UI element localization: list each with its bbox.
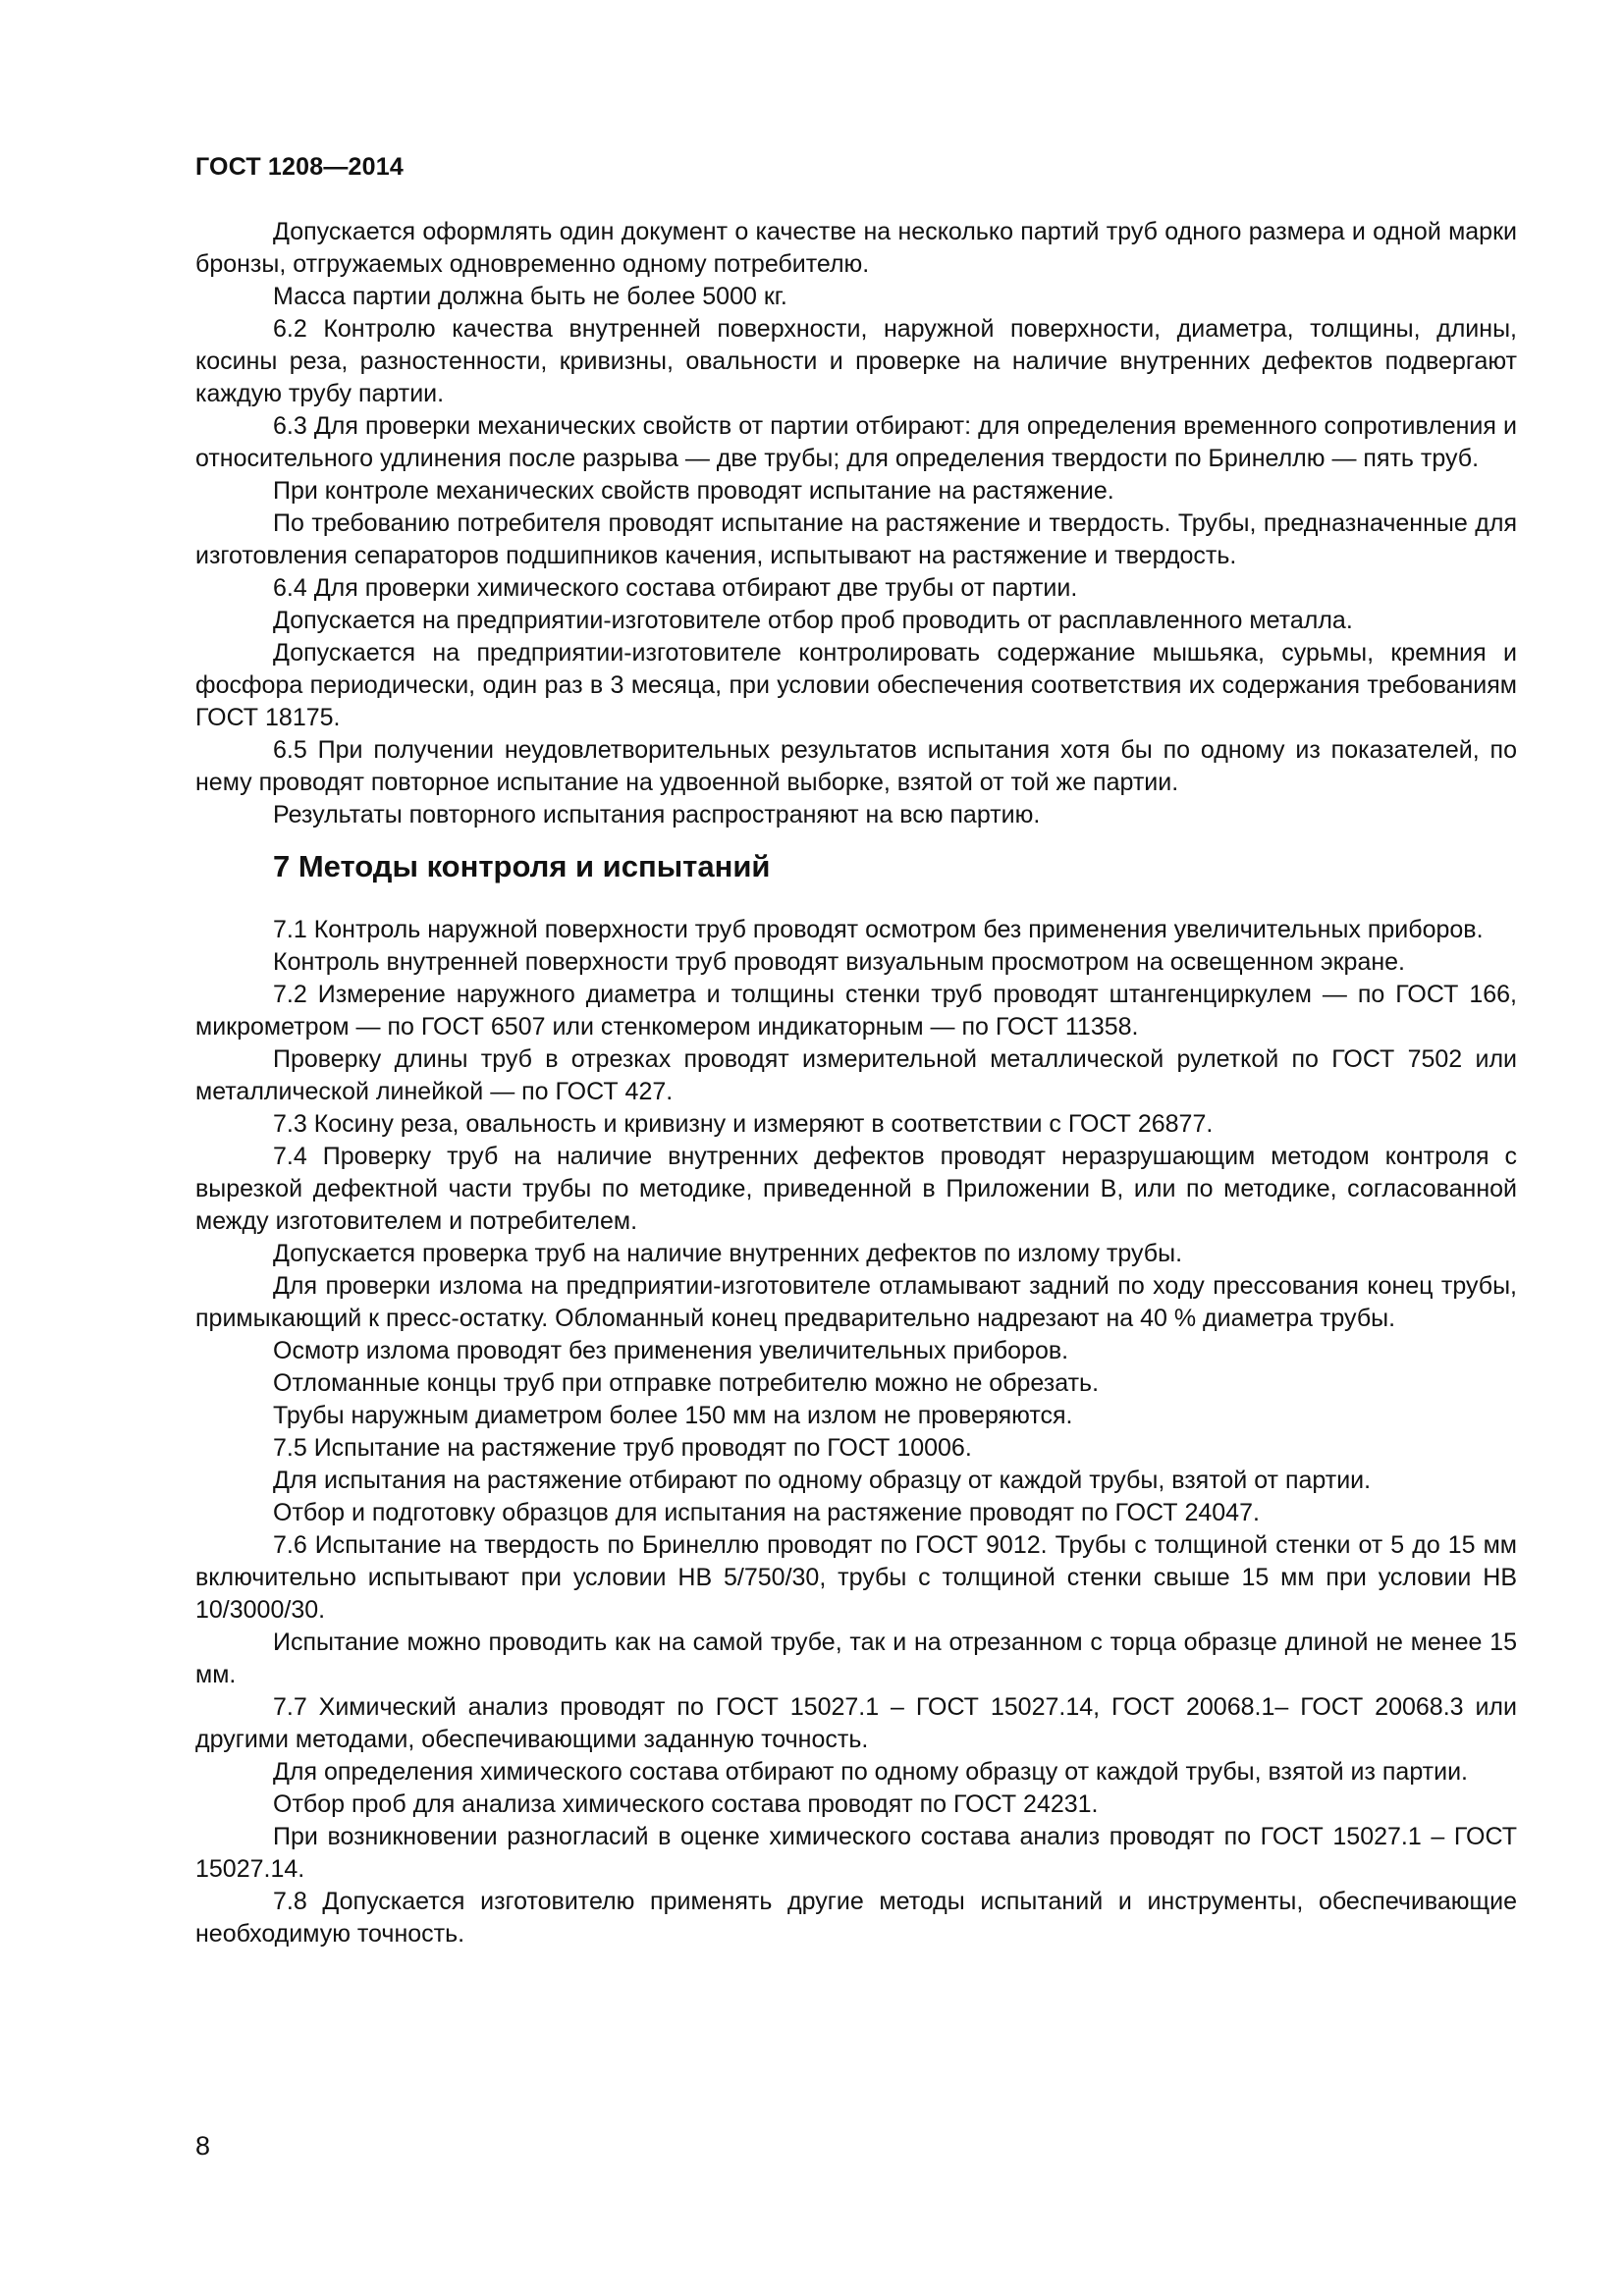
paragraph: Испытание можно проводить как на самой трубе, так и на отрезанном с торца образце длиной не менее 15 мм. <box>195 1629 1517 1688</box>
paragraph: Для испытания на растяжение отбирают по одному образцу от каждой трубы, взятой от партии. <box>273 1467 1372 1494</box>
paragraph: 7.8 Допускается изготовителю применять другие методы испытаний и инструменты, обеспечивающие необходимую точность. <box>195 1888 1517 1948</box>
paragraph: 7.5 Испытание на растяжение труб проводят по ГОСТ 10006. <box>273 1434 972 1462</box>
paragraph: Для проверки излома на предприятии-изготовителе отламывают задний по ходу прессования конец трубы, примыкающий к пресс-остатку. Обломанный конец предварительно надрезают на 40 % диаметра трубы. <box>195 1272 1517 1332</box>
paragraph: Допускается на предприятии-изготовителе контролировать содержание мышьяка, сурьмы, кремния и фосфора периодически, один раз в 3 месяца, при условии обеспечения соответствия их содержания требованиям ГОСТ 18175. <box>195 639 1517 731</box>
paragraph: 6.3 Для проверки механических свойств от партии отбирают: для определения временного сопротивления и относительного удлинения после разрыва — две трубы; для определения твердости по Бринеллю — пять труб. <box>195 412 1517 472</box>
paragraph: Допускается оформлять один документ о качестве на несколько партий труб одного размера и одной марки бронзы, отгружаемых одновременно одному потребителю. <box>195 218 1517 278</box>
paragraph: 7.7 Химический анализ проводят по ГОСТ 15027.1 – ГОСТ 15027.14, ГОСТ 20068.1– ГОСТ 20068.3 или другими методами, обеспечивающими заданную точность. <box>195 1693 1517 1753</box>
page-number: 8 <box>195 2131 211 2161</box>
paragraph: 6.2 Контролю качества внутренней поверхности, наружной поверхности, диаметра, толщины, длины, косины реза, разностенности, кривизны, овальности и проверке на наличие внутренних дефектов подвергают каждую трубу партии. <box>195 315 1517 407</box>
paragraph: Проверку длины труб в отрезках проводят измерительной металлической рулеткой по ГОСТ 7502 или металлической линейкой — по ГОСТ 427. <box>195 1045 1517 1105</box>
paragraph: 7.4 Проверку труб на наличие внутренних дефектов проводят неразрушающим методом контроля с вырезкой дефектной части трубы по методике, приведенной в Приложении В, или по методике, согласованной между изготовителем и потребителем. <box>195 1143 1517 1235</box>
paragraph: По требованию потребителя проводят испытание на растяжение и твердость. Трубы, предназначенные для изготовления сепараторов подшипников качения, испытывают на растяжение и твердость. <box>195 509 1517 569</box>
paragraph: Отбор проб для анализа химического состава проводят по ГОСТ 24231. <box>273 1790 1099 1818</box>
paragraph: 7.3 Косину реза, овальность и кривизну и измеряют в соответствии с ГОСТ 26877. <box>273 1110 1214 1138</box>
paragraph: Отбор и подготовку образцов для испытания на растяжение проводят по ГОСТ 24047. <box>273 1499 1260 1526</box>
paragraph: Масса партии должна быть не более 5000 кг. <box>273 283 787 310</box>
section-heading: 7 Методы контроля и испытаний <box>273 849 771 883</box>
paragraph: Осмотр излома проводят без применения увеличительных приборов. <box>273 1337 1069 1364</box>
paragraph: Допускается проверка труб на наличие внутренних дефектов по излому трубы. <box>273 1240 1183 1267</box>
doc-header: ГОСТ 1208—2014 <box>195 153 404 181</box>
paragraph: Результаты повторного испытания распространяют на всю партию. <box>273 801 1041 828</box>
paragraph: При контроле механических свойств проводят испытание на растяжение. <box>273 477 1114 505</box>
paragraph: При возникновении разногласий в оценке химического состава анализ проводят по ГОСТ 15027.1 – ГОСТ 15027.14. <box>195 1823 1517 1883</box>
paragraph: Контроль внутренней поверхности труб проводят визуальным просмотром на освещенном экране. <box>273 948 1406 976</box>
paragraph: 7.1 Контроль наружной поверхности труб проводят осмотром без применения увеличительных приборов. <box>273 916 1484 943</box>
page-content <box>195 216 1517 1950</box>
paragraph: 7.2 Измерение наружного диаметра и толщины стенки труб проводят штангенциркулем — по ГОСТ 166, микрометром — по ГОСТ 6507 или стенкомером индикаторным — по ГОСТ 11358. <box>195 981 1517 1041</box>
paragraph: 6.5 При получении неудовлетворительных результатов испытания хотя бы по одному из показателей, по нему проводят повторное испытание на удвоенной выборке, взятой от той же партии. <box>195 736 1517 796</box>
paragraph: Отломанные концы труб при отправке потребителю можно не обрезать. <box>273 1369 1100 1397</box>
paragraph: Допускается на предприятии-изготовителе отбор проб проводить от расплавленного металла. <box>273 607 1353 634</box>
paragraph: Для определения химического состава отбирают по одному образцу от каждой трубы, взятой из партии. <box>273 1758 1469 1786</box>
paragraph: Трубы наружным диаметром более 150 мм на излом не проверяются. <box>273 1402 1073 1429</box>
paragraph: 7.6 Испытание на твердость по Бринеллю проводят по ГОСТ 9012. Трубы с толщиной стенки от 5 до 15 мм включительно испытывают при условии НВ 5/750/30, трубы с толщиной стенки свыше 15 мм при условии НВ 10/3000/30. <box>195 1531 1517 1624</box>
paragraph: 6.4 Для проверки химического состава отбирают две трубы от партии. <box>273 574 1078 602</box>
